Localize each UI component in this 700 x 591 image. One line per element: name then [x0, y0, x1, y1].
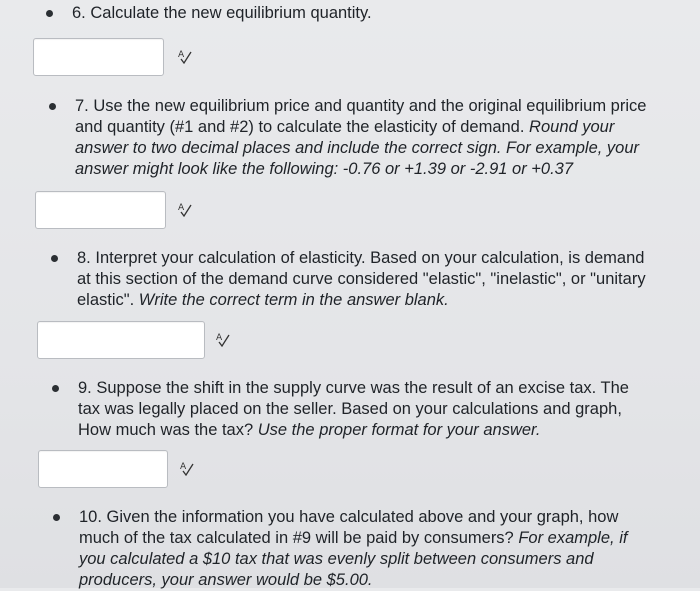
question-text: Use the new equilibrium price and quantity and the original equilibrium price and quantity (#1 and #2) to calculate the elasticity of demand. — [75, 97, 647, 136]
answer-input-8[interactable] — [37, 321, 205, 359]
question-number: 8. — [77, 249, 91, 267]
question-9 — [78, 378, 643, 441]
question-text: Given the information you have calculated above and your graph, how much of the tax calculated in #9 will be paid by consumers? — [79, 508, 619, 547]
question-7 — [75, 96, 657, 180]
spellcheck-icon[interactable] — [178, 201, 192, 217]
question-6 — [72, 3, 672, 24]
question-number: 7. — [75, 97, 89, 115]
spellcheck-icon[interactable] — [180, 460, 194, 476]
question-instruction: Round your answer to two decimal places and include the correct sign. For example, your answer might look like the following: -0.76 or +1.39 or -2.91 or +0.37 — [75, 118, 640, 178]
question-number: 10. — [79, 508, 102, 526]
svg-text:A: A — [180, 462, 187, 472]
question-number: 6. — [72, 4, 86, 22]
svg-text:A: A — [178, 50, 185, 60]
bullet — [52, 385, 59, 392]
svg-text:A: A — [178, 203, 185, 213]
answer-input-6[interactable] — [33, 38, 164, 76]
question-text: Interpret your calculation of elasticity. Based on your calculation, is demand at this section of the demand curve considered "elastic", "inelastic", or "unitary elastic". — [77, 249, 646, 309]
question-instruction: Write the correct term in the answer blank. — [138, 291, 449, 309]
spellcheck-icon[interactable] — [178, 48, 192, 64]
spellcheck-icon[interactable] — [216, 331, 230, 347]
question-instruction: Use the proper format for your answer. — [257, 421, 541, 439]
question-text: Calculate the new equilibrium quantity. — [90, 4, 372, 22]
question-8 — [77, 248, 657, 311]
bullet — [49, 103, 56, 110]
question-number: 9. — [78, 379, 92, 397]
question-10 — [79, 507, 644, 591]
bullet — [53, 514, 60, 521]
question-text: Suppose the shift in the supply curve was the result of an excise tax. The tax was legally placed on the seller. Based on your calculations and graph, How much was the tax? — [78, 379, 629, 439]
bullet — [51, 255, 58, 262]
answer-input-9[interactable] — [38, 450, 168, 488]
answer-input-7[interactable] — [35, 191, 166, 229]
question-instruction: For example, if you calculated a $10 tax that was evenly split between consumers and producers, your answer would be $5.00. — [79, 529, 628, 589]
svg-text:A: A — [216, 333, 223, 343]
bullet — [46, 10, 53, 17]
